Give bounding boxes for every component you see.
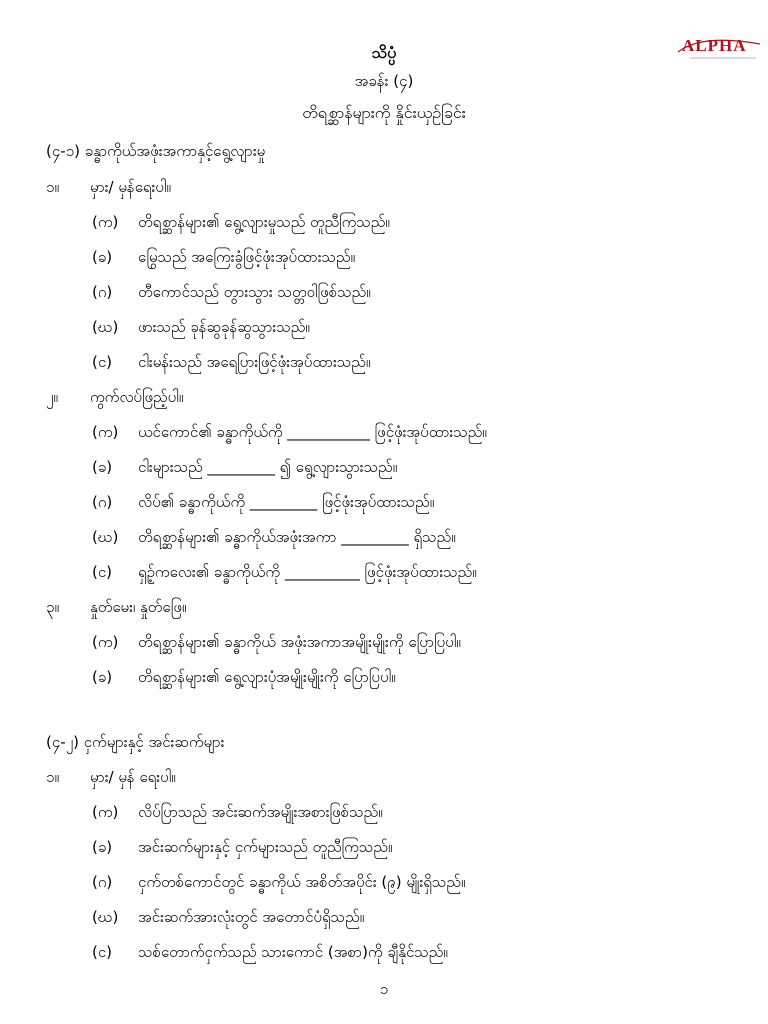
item-label: (က) bbox=[92, 423, 119, 441]
item-label: (င) bbox=[92, 943, 113, 961]
page-title: တိရစ္ဆာန်များကို နှိုင်းယှဉ်ခြင်း bbox=[302, 103, 466, 122]
question-number: ၃။ bbox=[46, 598, 59, 616]
item-label: (ခ) bbox=[92, 838, 113, 856]
item-text: အင်းဆက်အားလုံးတွင် အတောင်ပံရှိသည်။ bbox=[138, 908, 365, 926]
item-label: (ဂ) bbox=[92, 873, 113, 891]
item-text: ငါးမန်းသည် အရေပြားဖြင့်ဖုံးအုပ်ထားသည်။ bbox=[138, 353, 371, 371]
item-text: တီကောင်သည် တွားသွား သတ္တဝါဖြစ်သည်။ bbox=[138, 283, 371, 301]
item-label: (ဂ) bbox=[92, 493, 113, 511]
item-text: တိရစ္ဆာန်များ၏ ရွေ့လျားပုံအမျိုးမျိုးကို ပြောပြပါ။ bbox=[138, 668, 396, 686]
item-text: တိရစ္ဆာန်များ၏ ခန္ဓာကိုယ် အဖုံးအကာအမျိုးမျိုးကို ပြောပြပါ။ bbox=[138, 633, 461, 651]
item-label: (ခ) bbox=[92, 668, 113, 686]
item-text: သစ်တောက်ငှက်သည် သားကောင် (အစာ)ကို ချီနိုင်သည်။ bbox=[138, 943, 448, 961]
item-label: (င) bbox=[92, 563, 113, 581]
question-instruction: ကွက်လပ်ဖြည့်ပါ။ bbox=[90, 388, 184, 406]
item-label: (ဃ) bbox=[92, 908, 119, 926]
question-instruction: နှုတ်မေး၊ နှုတ်ဖြေ။ bbox=[90, 598, 187, 616]
item-label: (က) bbox=[92, 803, 119, 821]
section-heading: (၄-၂) ငှက်များနှင့် အင်းဆက်များ bbox=[46, 733, 225, 751]
item-text: လိပ်၏ ခန္ဓာကိုယ်ကို _________ ဖြင့်ဖုံးအုပ်ထားသည်။ bbox=[138, 493, 435, 511]
question-number: ၂။ bbox=[46, 388, 58, 406]
item-text: ငါးများသည် _________ ၍ ရွေ့လျားသွားသည်။ bbox=[138, 458, 398, 476]
item-text: လိပ်ပြာသည် အင်းဆက်အမျိုးအစားဖြစ်သည်။ bbox=[138, 803, 383, 821]
question-instruction: မှား/ မှန် ရေးပါ။ bbox=[90, 768, 176, 786]
item-label: (က) bbox=[92, 213, 119, 231]
item-label: (ဃ) bbox=[92, 528, 119, 546]
item-label: (ခ) bbox=[92, 458, 113, 476]
item-label: (င) bbox=[92, 353, 113, 371]
item-text: ငှက်တစ်ကောင်တွင် ခန္ဓာကိုယ် အစိတ်အပိုင်း (၉) မျိုးရှိသည်။ bbox=[138, 873, 466, 891]
logo-text: ALPHA bbox=[682, 36, 747, 55]
item-label: (ခ) bbox=[92, 248, 113, 266]
item-text: ဖားသည် ခုန်ဆွခုန်ဆွသွားသည်။ bbox=[138, 318, 310, 336]
item-text: ယင်ကောင်၏ ခန္ဓာကိုယ်ကို ___________ ဖြင့်ဖုံးအုပ်ထားသည်။ bbox=[138, 423, 487, 441]
question-number: ၁။ bbox=[46, 768, 59, 786]
question-instruction: မှား/ မှန်ရေးပါ။ bbox=[90, 178, 171, 196]
item-text: တိရစ္ဆာန်များ၏ ရွေ့လျားမှုသည် တူညီကြသည်။ bbox=[138, 213, 390, 231]
chapter-title: အခန်း (၄) bbox=[354, 72, 414, 90]
item-text: ရှဉ့်ကလေး၏ ခန္ဓာကိုယ်ကို __________ ဖြင့်ဖုံးအုပ်ထားသည်။ bbox=[138, 563, 477, 581]
item-label: (က) bbox=[92, 633, 119, 651]
item-text: မြွေသည် အကြေးခွံဖြင့်ဖုံးအုပ်ထားသည်။ bbox=[138, 248, 356, 266]
item-text: တိရစ္ဆာန်များ၏ ခန္ဓာကိုယ်အဖုံးအကာ _________ ရှိသည်။ bbox=[138, 528, 456, 546]
subject-title: သိပ္ပံ bbox=[371, 43, 397, 62]
item-label: (ဃ) bbox=[92, 318, 119, 336]
page-number: ၁ bbox=[379, 980, 389, 998]
question-number: ၁။ bbox=[46, 178, 59, 196]
item-text: အင်းဆက်များနှင့် ငှက်များသည် တူညီကြသည်။ bbox=[138, 838, 393, 856]
item-label: (ဂ) bbox=[92, 283, 113, 301]
section-heading: (၄-၁) ခန္ဓာကိုယ်အဖုံးအကာနှင့်ရွေ့လျားမှု bbox=[46, 142, 266, 160]
